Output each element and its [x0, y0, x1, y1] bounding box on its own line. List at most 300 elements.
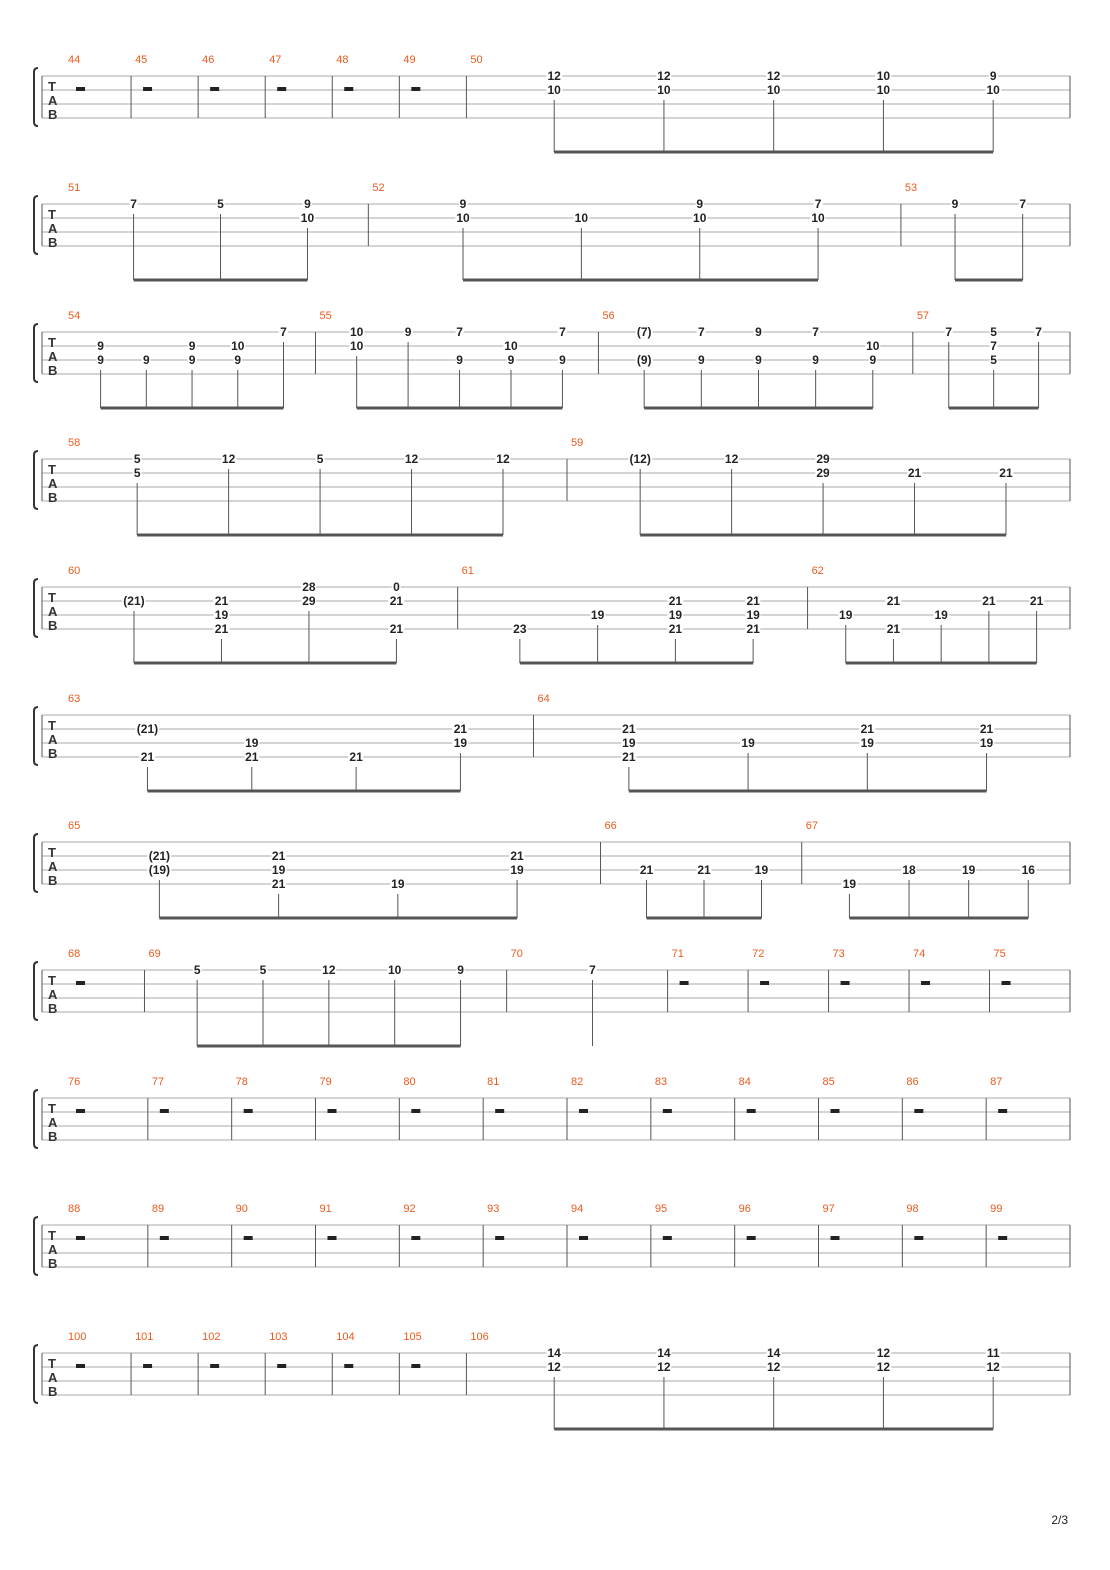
fret-number: 12 — [766, 69, 781, 83]
fret-number: 7 — [990, 339, 997, 353]
fret-number: 19 — [391, 877, 405, 891]
fret-number: 10 — [349, 339, 364, 353]
fret-number: 10 — [456, 211, 470, 225]
fret-number: (21) — [123, 594, 145, 608]
measure-number: 76 — [68, 1076, 81, 1088]
fret-number: 5 — [990, 325, 997, 339]
measure-number: 62 — [811, 565, 824, 577]
whole-rest — [76, 1236, 85, 1240]
whole-rest — [495, 1236, 504, 1240]
system-bracket — [34, 1090, 38, 1148]
fret-number: 19 — [842, 877, 857, 891]
tab-clef-letter: B — [48, 235, 58, 250]
whole-rest — [747, 1236, 756, 1240]
fret-number: 12 — [547, 1360, 561, 1374]
fret-number: 19 — [961, 863, 976, 877]
whole-rest — [841, 981, 850, 985]
fret-number: 9 — [97, 339, 104, 353]
measure-number: 78 — [235, 1076, 248, 1088]
fret-number: 21 — [746, 594, 760, 608]
whole-rest — [495, 1109, 504, 1113]
fret-number: 10 — [876, 69, 891, 83]
fret-number: 9 — [304, 197, 311, 211]
fret-number: 12 — [322, 963, 336, 977]
measure-number: 102 — [202, 1331, 221, 1343]
tab-clef-letter: A — [48, 859, 58, 874]
whole-rest — [328, 1109, 337, 1113]
tab-system — [0, 565, 1110, 681]
fret-number: 19 — [746, 608, 760, 622]
fret-number: 10 — [547, 83, 561, 97]
fret-number: 29 — [816, 466, 830, 480]
system-bracket — [34, 1217, 38, 1275]
whole-rest — [914, 1236, 923, 1240]
fret-number: 5 — [217, 197, 224, 211]
fret-number: 19 — [839, 608, 853, 622]
measure-number: 96 — [738, 1203, 751, 1215]
whole-rest — [328, 1236, 337, 1240]
fret-number: 12 — [724, 452, 739, 466]
fret-number: 21 — [697, 863, 711, 877]
fret-number: 9 — [459, 197, 467, 211]
tab-system — [0, 1076, 1110, 1192]
fret-number: 29 — [302, 594, 316, 608]
tab-clef-letter: T — [48, 207, 56, 222]
system-bracket — [34, 68, 38, 126]
measure-number: 63 — [68, 693, 81, 705]
measure-number: 105 — [403, 1331, 422, 1343]
fret-number: 11 — [986, 1346, 1000, 1360]
fret-number: 9 — [697, 353, 705, 367]
measure-number: 89 — [151, 1203, 165, 1215]
whole-rest — [277, 1364, 286, 1368]
fret-number: 21 — [271, 877, 286, 891]
system-bracket — [34, 324, 38, 382]
tab-clef-letter: B — [48, 1001, 58, 1016]
fret-number: 10 — [693, 211, 707, 225]
system-bracket — [34, 451, 38, 509]
whole-rest — [411, 1109, 420, 1113]
measure-number: 69 — [148, 948, 161, 960]
whole-rest — [921, 981, 930, 985]
fret-number: 21 — [1029, 594, 1044, 608]
fret-number: 10 — [300, 211, 315, 225]
fret-number: 9 — [507, 353, 515, 367]
fret-number: 5 — [133, 466, 141, 480]
fret-number: 10 — [766, 83, 781, 97]
measure-number: 98 — [906, 1203, 919, 1215]
system-bracket — [34, 196, 38, 254]
measure-number: 86 — [906, 1076, 919, 1088]
fret-number: 18 — [902, 863, 916, 877]
tab-clef-letter: T — [48, 79, 56, 94]
measure-number: 56 — [602, 310, 615, 322]
fret-number: 21 — [214, 622, 229, 636]
fret-number: 21 — [982, 594, 996, 608]
fret-number: 21 — [214, 594, 229, 608]
measure-number: 82 — [571, 1076, 584, 1088]
fret-number: 21 — [389, 622, 404, 636]
fret-number: 19 — [934, 608, 948, 622]
fret-number: (12) — [629, 452, 651, 466]
fret-number: 19 — [979, 736, 994, 750]
fret-number: 10 — [986, 83, 1000, 97]
tab-clef-letter: B — [48, 618, 58, 633]
whole-rest — [210, 1364, 219, 1368]
measure-number: 64 — [537, 693, 550, 705]
fret-number: 9 — [456, 353, 463, 367]
fret-number: 9 — [869, 353, 877, 367]
measure-number: 83 — [654, 1076, 668, 1088]
tab-clef-letter: T — [48, 1356, 56, 1371]
measure-number: 104 — [336, 1331, 355, 1343]
whole-rest — [831, 1109, 840, 1113]
measure-number: 48 — [336, 54, 349, 66]
tab-clef-letter: A — [48, 1242, 58, 1257]
tab-system — [0, 54, 1110, 170]
fret-number: 0 — [393, 580, 400, 594]
whole-rest — [760, 981, 769, 985]
fret-number: 21 — [668, 594, 683, 608]
fret-number: 10 — [388, 963, 402, 977]
tab-system — [0, 948, 1110, 1064]
fret-number: 19 — [590, 608, 605, 622]
fret-number: 7 — [589, 963, 596, 977]
fret-number: 19 — [214, 608, 229, 622]
fret-number: 21 — [886, 594, 901, 608]
fret-number: 28 — [302, 580, 316, 594]
fret-number: 12 — [766, 1360, 781, 1374]
fret-number: 10 — [349, 325, 364, 339]
tab-clef-letter: A — [48, 1370, 58, 1385]
tab-clef-letter: T — [48, 718, 56, 733]
tab-staff — [0, 1082, 1110, 1192]
fret-number: 21 — [668, 622, 683, 636]
fret-number: 5 — [990, 353, 997, 367]
whole-rest — [244, 1236, 253, 1240]
fret-number: 19 — [453, 736, 468, 750]
measure-number: 54 — [68, 310, 81, 322]
fret-number: 9 — [188, 353, 196, 367]
tab-staff — [0, 699, 1110, 809]
fret-number: 9 — [97, 353, 104, 367]
fret-number: 9 — [404, 325, 412, 339]
fret-number: 23 — [513, 622, 527, 636]
measure-number: 77 — [151, 1076, 165, 1088]
measure-number: 55 — [319, 310, 332, 322]
tab-clef-letter: A — [48, 1115, 58, 1130]
fret-number: 12 — [404, 452, 419, 466]
whole-rest — [998, 1109, 1007, 1113]
fret-number: 21 — [639, 863, 654, 877]
fret-number: 10 — [811, 211, 825, 225]
measure-number: 52 — [372, 182, 385, 194]
tab-clef-letter: A — [48, 221, 58, 236]
measure-number: 47 — [269, 54, 282, 66]
fret-number: 14 — [547, 1346, 561, 1360]
measure-number: 84 — [738, 1076, 751, 1088]
whole-rest — [411, 1364, 420, 1368]
tab-system — [0, 437, 1110, 553]
tab-clef-letter: A — [48, 987, 58, 1002]
measure-number: 101 — [135, 1331, 154, 1343]
tab-clef-letter: T — [48, 845, 56, 860]
fret-number: 5 — [316, 452, 324, 466]
measure-number: 92 — [403, 1203, 416, 1215]
fret-number: 9 — [696, 197, 704, 211]
tab-staff — [0, 188, 1110, 298]
measure-number: 53 — [904, 182, 918, 194]
fret-number: 12 — [221, 452, 236, 466]
measure-number: 50 — [470, 54, 483, 66]
measure-number: 99 — [990, 1203, 1003, 1215]
fret-number: 9 — [755, 325, 762, 339]
measure-number: 51 — [68, 182, 81, 194]
whole-rest — [914, 1109, 923, 1113]
tab-system — [0, 1331, 1110, 1447]
tab-clef-letter: B — [48, 1384, 58, 1399]
tab-clef-letter: B — [48, 1256, 58, 1271]
measure-number: 46 — [202, 54, 215, 66]
tab-clef-letter: T — [48, 1228, 56, 1243]
whole-rest — [344, 87, 353, 91]
whole-rest — [244, 1109, 253, 1113]
measure-number: 100 — [68, 1331, 87, 1343]
tab-clef-letter: T — [48, 462, 56, 477]
tab-clef-letter: A — [48, 349, 58, 364]
fret-number: 21 — [907, 466, 922, 480]
whole-rest — [579, 1109, 588, 1113]
measure-number: 68 — [68, 948, 81, 960]
fret-number: 9 — [755, 353, 762, 367]
fret-number: 9 — [989, 69, 997, 83]
fret-number: 19 — [245, 736, 259, 750]
measure-number: 59 — [571, 437, 584, 449]
fret-number: 7 — [559, 325, 566, 339]
fret-number: 14 — [657, 1346, 671, 1360]
fret-number: 10 — [574, 211, 589, 225]
measure-number: 60 — [68, 565, 81, 577]
fret-number: 21 — [622, 750, 636, 764]
fret-number: 19 — [622, 736, 636, 750]
whole-rest — [143, 1364, 152, 1368]
fret-number: 21 — [860, 722, 874, 736]
whole-rest — [277, 87, 286, 91]
measure-number: 49 — [403, 54, 416, 66]
tab-clef-letter: A — [48, 93, 58, 108]
tab-staff — [0, 826, 1110, 936]
system-bracket — [34, 579, 38, 637]
tab-staff — [0, 1209, 1110, 1319]
fret-number: (9) — [636, 353, 652, 367]
fret-number: 21 — [746, 622, 760, 636]
system-bracket — [34, 962, 38, 1020]
whole-rest — [76, 87, 85, 91]
fret-number: 14 — [766, 1346, 781, 1360]
tab-clef-letter: T — [48, 590, 56, 605]
fret-number: 7 — [1035, 325, 1042, 339]
measure-number: 79 — [319, 1076, 332, 1088]
fret-number: 12 — [657, 69, 671, 83]
fret-number: 7 — [280, 325, 287, 339]
tab-system — [0, 1203, 1110, 1319]
measure-number: 73 — [832, 948, 845, 960]
fret-number: 9 — [951, 197, 959, 211]
whole-rest — [344, 1364, 353, 1368]
measure-number: 97 — [822, 1203, 835, 1215]
tab-clef-letter: T — [48, 973, 56, 988]
measure-number: 58 — [68, 437, 81, 449]
measure-number: 75 — [993, 948, 1006, 960]
fret-number: 21 — [510, 849, 524, 863]
tab-clef-letter: B — [48, 746, 58, 761]
whole-rest — [143, 87, 152, 91]
fret-number: (19) — [148, 863, 171, 877]
whole-rest — [411, 87, 420, 91]
fret-number: 21 — [389, 594, 404, 608]
tab-clef-letter: A — [48, 604, 58, 619]
tab-system — [0, 693, 1110, 809]
fret-number: 9 — [812, 353, 819, 367]
fret-number: 10 — [504, 339, 518, 353]
whole-rest — [1002, 981, 1011, 985]
fret-number: 5 — [259, 963, 267, 977]
fret-number: 21 — [979, 722, 994, 736]
measure-number: 57 — [916, 310, 930, 322]
fret-number: 21 — [886, 622, 901, 636]
whole-rest — [998, 1236, 1007, 1240]
fret-number: 12 — [876, 1346, 891, 1360]
measure-number: 44 — [68, 54, 81, 66]
fret-number: 19 — [860, 736, 874, 750]
fret-number: 7 — [1019, 197, 1026, 211]
fret-number: 7 — [814, 197, 822, 211]
whole-rest — [76, 1109, 85, 1113]
whole-rest — [411, 1236, 420, 1240]
measure-number: 94 — [571, 1203, 584, 1215]
fret-number: 19 — [754, 863, 769, 877]
measure-number: 93 — [487, 1203, 500, 1215]
tab-clef-letter: T — [48, 335, 56, 350]
system-bracket — [34, 834, 38, 892]
fret-number: 21 — [453, 722, 468, 736]
whole-rest — [680, 981, 689, 985]
fret-number: 10 — [876, 83, 891, 97]
fret-number: 5 — [193, 963, 201, 977]
measure-number: 70 — [510, 948, 523, 960]
whole-rest — [831, 1236, 840, 1240]
fret-number: 10 — [657, 83, 671, 97]
fret-number: 21 — [271, 849, 286, 863]
measure-number: 103 — [269, 1331, 288, 1343]
tab-clef-letter: A — [48, 732, 58, 747]
fret-number: 29 — [816, 452, 830, 466]
whole-rest — [663, 1109, 672, 1113]
whole-rest — [76, 1364, 85, 1368]
fret-number: 9 — [457, 963, 464, 977]
whole-rest — [579, 1236, 588, 1240]
fret-number: 19 — [668, 608, 683, 622]
fret-number: 7 — [945, 325, 953, 339]
measure-number: 85 — [822, 1076, 835, 1088]
fret-number: 10 — [866, 339, 880, 353]
tab-clef-letter: A — [48, 476, 58, 491]
whole-rest — [160, 1236, 169, 1240]
fret-number: (21) — [136, 722, 159, 736]
fret-number: 19 — [510, 863, 524, 877]
fret-number: 12 — [657, 1360, 671, 1374]
measure-number: 65 — [68, 820, 81, 832]
tab-clef-letter: B — [48, 363, 58, 378]
whole-rest — [663, 1236, 672, 1240]
tab-clef-letter: B — [48, 873, 58, 888]
whole-rest — [160, 1109, 169, 1113]
measure-number: 71 — [671, 948, 684, 960]
measure-number: 81 — [487, 1076, 500, 1088]
measure-number: 61 — [461, 565, 474, 577]
tab-clef-letter: B — [48, 490, 58, 505]
tab-staff — [0, 443, 1110, 553]
fret-number: 21 — [999, 466, 1013, 480]
fret-number: 9 — [234, 353, 242, 367]
fret-number: 9 — [559, 353, 566, 367]
measure-number: 72 — [752, 948, 765, 960]
measure-number: 106 — [470, 1331, 489, 1343]
measure-number: 95 — [654, 1203, 668, 1215]
whole-rest — [747, 1109, 756, 1113]
fret-number: 12 — [986, 1360, 1000, 1374]
whole-rest — [210, 87, 219, 91]
fret-number: 12 — [547, 69, 561, 83]
fret-number: 12 — [876, 1360, 891, 1374]
fret-number: 21 — [245, 750, 259, 764]
tab-clef-letter: B — [48, 1129, 58, 1144]
fret-number: 21 — [349, 750, 363, 764]
measure-number: 66 — [604, 820, 617, 832]
page-number: 2/3 — [1051, 1513, 1068, 1527]
measure-number: 45 — [135, 54, 148, 66]
measure-number: 74 — [913, 948, 926, 960]
system-bracket — [34, 707, 38, 765]
fret-number: 21 — [622, 722, 636, 736]
fret-number: 5 — [133, 452, 141, 466]
tab-system — [0, 310, 1110, 426]
tab-clef-letter: B — [48, 107, 58, 122]
measure-number: 90 — [235, 1203, 248, 1215]
fret-number: 19 — [741, 736, 755, 750]
fret-number: 12 — [496, 452, 510, 466]
tab-clef-letter: T — [48, 1101, 56, 1116]
tab-system — [0, 820, 1110, 936]
tab-system — [0, 182, 1110, 298]
measure-number: 91 — [319, 1203, 332, 1215]
fret-number: 7 — [697, 325, 705, 339]
system-bracket — [34, 1345, 38, 1403]
fret-number: (21) — [148, 849, 171, 863]
measure-number: 67 — [805, 820, 818, 832]
fret-number: 19 — [271, 863, 286, 877]
fret-number: 16 — [1021, 863, 1035, 877]
fret-number: (7) — [636, 325, 652, 339]
measure-number: 88 — [68, 1203, 81, 1215]
tab-staff — [0, 954, 1110, 1064]
whole-rest — [76, 981, 85, 985]
fret-number: 21 — [140, 750, 155, 764]
fret-number: 7 — [130, 197, 137, 211]
fret-number: 7 — [812, 325, 819, 339]
fret-number: 9 — [188, 339, 196, 353]
fret-number: 7 — [456, 325, 463, 339]
